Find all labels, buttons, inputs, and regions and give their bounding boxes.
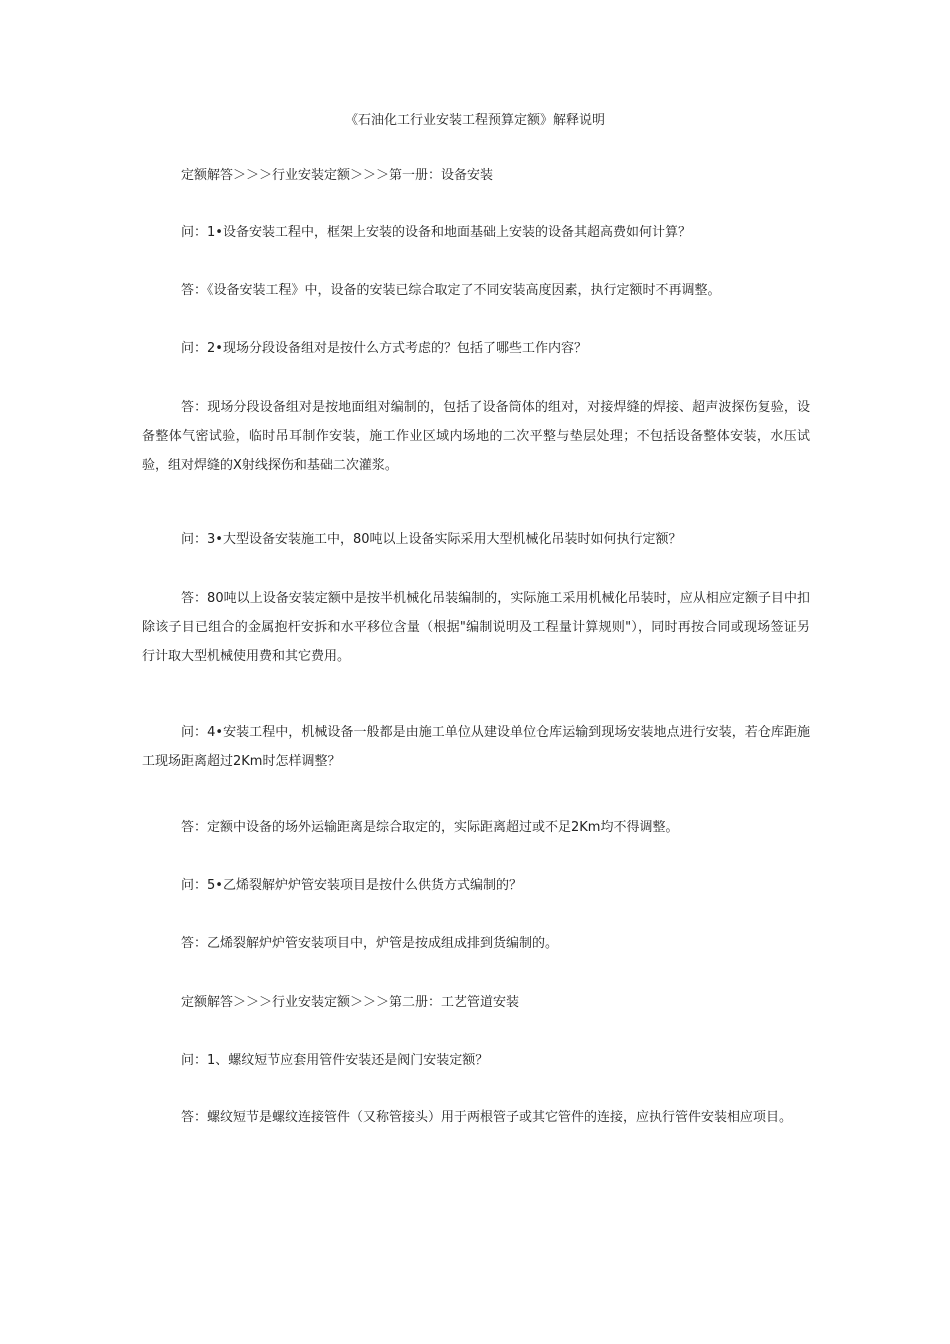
answer-4: 答：定额中设备的场外运输距离是综合取定的，实际距离超过或不足2Km均不得调整。 (181, 820, 679, 835)
answer-5: 答：乙烯裂解炉炉管安装项目中，炉管是按成组成排到货编制的。 (181, 936, 559, 951)
answer-2: 答：现场分段设备组对是按地面组对编制的，包括了设备筒体的组对，对接焊缝的焊接、超声波探伤复验，设备整体气密试验，临时吊耳制作安装，施工作业区域内场地的二次平整与垫层处理；不包括设备整体安装，水压试验，组对焊缝的X射线探伤和基础二次灌浆。 (142, 400, 810, 473)
section-heading-volume-1: 定额解答＞＞＞行业安装定额＞＞＞第一册：设备安装 (181, 168, 494, 183)
question-5: 问：5•乙烯裂解炉炉管安装项目是按什么供货方式编制的？ (181, 878, 522, 893)
question-1: 问：1•设备安装工程中，框架上安装的设备和地面基础上安装的设备其超高费如何计算？ (181, 225, 691, 240)
answer-3: 答：80吨以上设备安装定额中是按半机械化吊装编制的，实际施工采用机械化吊装时，应从相应定额子目中扣除该子目已组合的金属抱杆安拆和水平移位含量（根据"编制说明及工程量计算规则"），同时再按合同或现场签证另行计取大型机械使用费和其它费用。 (142, 591, 810, 664)
question-4: 问：4•安装工程中，机械设备一般都是由施工单位从建设单位仓库运输到现场安装地点进行安装，若仓库距施工现场距离超过2Km时怎样调整？ (142, 725, 810, 769)
question-2: 问：2•现场分段设备组对是按什么方式考虑的？包括了哪些工作内容？ (181, 341, 587, 356)
answer-1: 答：《设备安装工程》中，设备的安装已综合取定了不同安装高度因素，执行定额时不再调整。 (181, 283, 721, 298)
section-heading-volume-2: 定额解答＞＞＞行业安装定额＞＞＞第二册：工艺管道安装 (181, 995, 520, 1010)
question-3: 问：3•大型设备安装施工中，80吨以上设备实际采用大型机械化吊装时如何执行定额？ (181, 532, 682, 547)
question-6: 问：1、螺纹短节应套用管件安装还是阀门安装定额？ (181, 1053, 489, 1068)
answer-6: 答：螺纹短节是螺纹连接管件（又称管接头）用于两根管子或其它管件的连接，应执行管件安装相应项目。 (181, 1110, 793, 1125)
document-title: 《石油化工行业安装工程预算定额》解释说明 (344, 113, 605, 128)
